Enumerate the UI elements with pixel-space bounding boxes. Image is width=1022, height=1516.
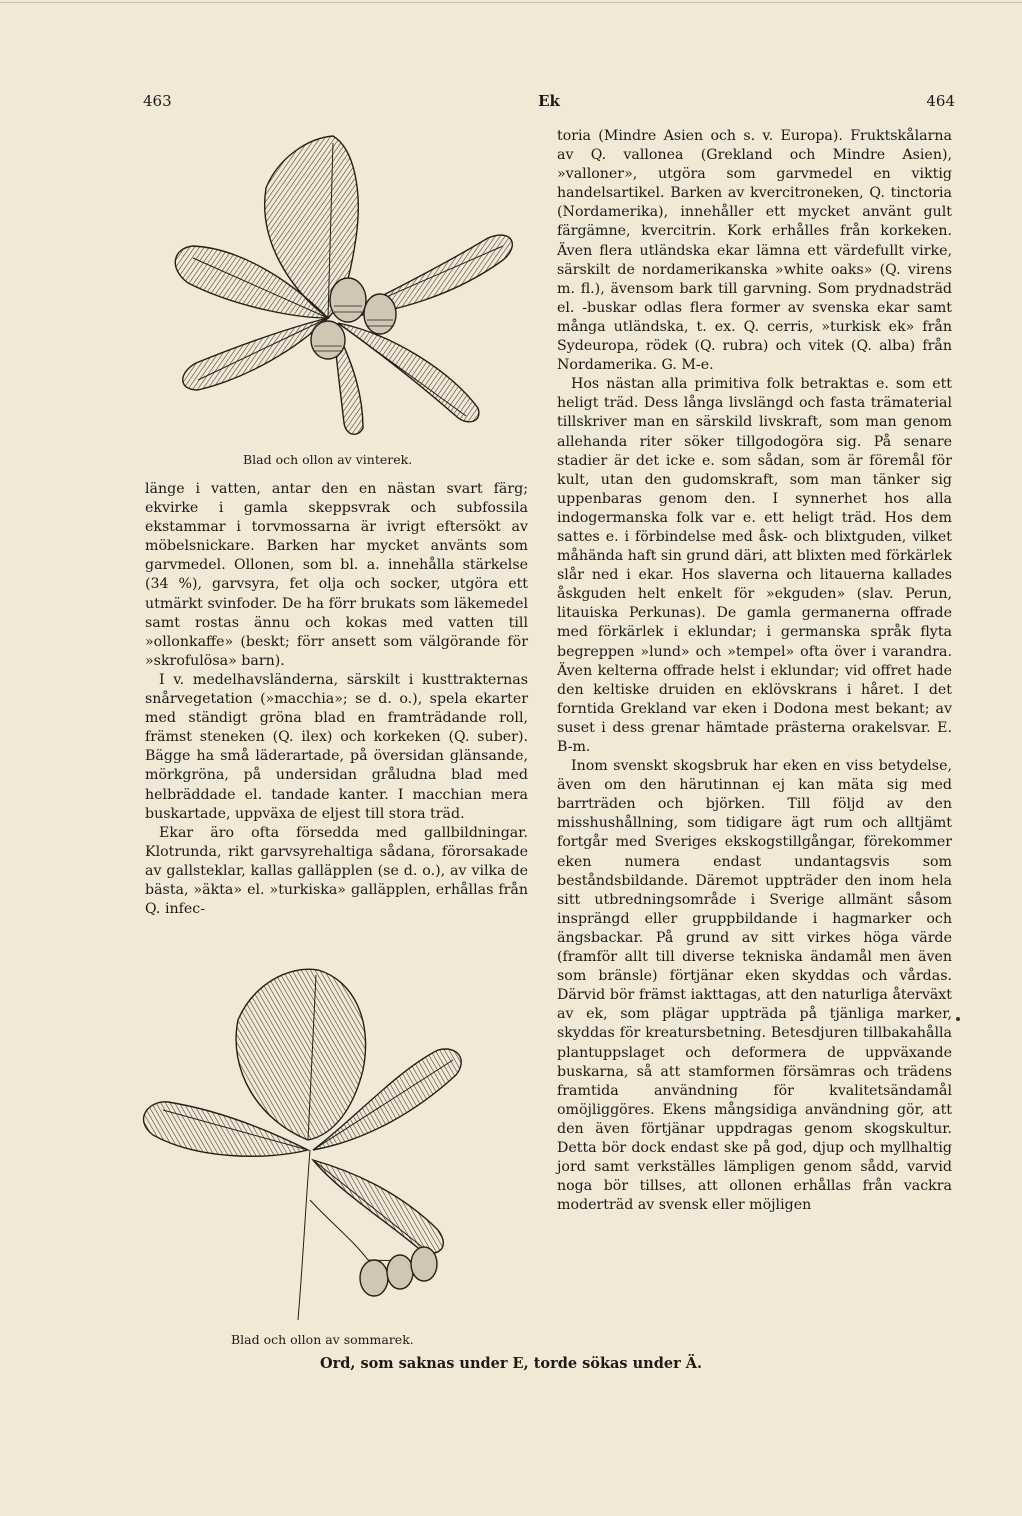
page-footer-note: Ord, som saknas under E, torde sökas under Ä. bbox=[319, 1355, 703, 1372]
page-number-left: 463 bbox=[143, 92, 172, 110]
paragraph: Ekar äro ofta försedda med gallbildningar. Klotrunda, rikt garvsyrehaltiga sådana, förorsakade av gallsteklar, kallas galläpplen (se d. o.), av vilka de bästa, »äkta» el. »turkiska» galläpplen, erhållas från Q. infec- bbox=[145, 824, 528, 918]
winter-oak-caption: Blad och ollon av vinterek. bbox=[243, 452, 413, 467]
paragraph: Hos nästan alla primitiva folk betraktas e. som ett heligt träd. Dess långa livslängd och fasta trämaterial tillskriver man en särskild livskraft, som man genom allehanda riter söker tillgodogöra sig. På senare stadier är det icke e. som sådan, som är föremål för kult, utan den gudomskraft, som man tänker sig uppenbaras genom den. I synnerhet hos alla indogermanska folk var e. ett heligt träd. Hos dem sattes e. i förbindelse med åsk- och blixtguden, vilket måhända haft sin grund däri, att blixten med förkärlek slår ned i ekar. Hos slaverna och litauerna kallades åskguden helt enkelt för »ekguden» (slav. Perun, litauiska Perkunas). De gamla germanerna offrade med förkärlek i eklundar; i germanska språk flyta begreppen »lund» och »tempel» ofta över i varandra. Även kelterna offrade helst i eklundar; vid offret hade den keltiske druiden en eklövskrans i håret. I det forntida Grekland var eken i Dodona mest bekant; av suset i dess grenar hämtade prästerna orakelsvar. E. B-m. bbox=[557, 376, 952, 755]
left-column bbox=[145, 480, 528, 919]
running-title: Ek bbox=[538, 92, 560, 110]
paragraph: I v. medelhavsländerna, särskilt i kusttrakternas snårvegetation (»macchia»; se d. o.), spela ekarter med ständigt gröna blad en framträdande roll, främst steneken (Q. ilex) och korkeken (Q. suber). Bägge ha små läderartade, på översidan glänsande, mörkgröna, på undersidan gråludna blad med helbräddade el. tandade kanter. I macchian mera buskartade, uppväxa de eljest till stora träd. bbox=[145, 671, 528, 822]
paragraph: Inom svenskt skogsbruk har eken en viss betydelse, även om den härutinnan ej kan mäta sig med barrträden och björken. Till följd av den misshushållning, som tidigare ägt rum och alltjämt fortgår med Sveriges ekskogstillgångar, förekommer eken numera endast undantagsvis som beståndsbildande. Däremot uppträder den inom hela sitt utbredningsområde i Sverige allmänt såsom insprängd eller gruppbildande i hagmarker och ängsbackar. På grund av sitt virkes höga värde (framför allt till diverse tekniska ändamål men även som bränsle) förtjänar eken skyddas och vårdas. Därvid bör främst iakttagas, att den naturliga återväxt av ek, som plägar uppträda på tjänliga marker, skyddas för kreatursbetning. Betesdjuren tillbakahålla plantuppslaget och deformera de uppväxande buskarna, så att stamformen försämras och trädens framtida användning för kvalitetsändamål omöjliggöres. Ekens mångsidiga användning gör, att den även förtjänar uppdragas genom skogskultur. Detta bör dock endast ske på god, djup och myllhaltig jord samt verkställes lämpligen genom sådd, varvid noga bör tillses, att ollonen erhållas från vackra moderträd av svensk eller möjligen bbox=[557, 758, 952, 1214]
top-edge-line bbox=[0, 2, 1022, 3]
ink-speck bbox=[956, 1017, 960, 1021]
right-column bbox=[557, 127, 952, 1215]
winter-oak-illustration bbox=[148, 118, 538, 440]
summer-oak-illustration bbox=[138, 960, 528, 1325]
page-header bbox=[143, 92, 955, 116]
paragraph: länge i vatten, antar den en nästan svart färg; ekvirke i gamla skeppsvrak och subfossila ekstammar i torvmossarna är ivrigt eftersökt av möbelsnickare. Barken har mycket använts som garvmedel. Ollonen, som bl. a. innehålla stärkelse (34 %), garvsyra, fet olja och socker, utgöra ett utmärkt svinfoder. De ha förr brukats som läkemedel samt rostas ännu och kokas med vatten till »ollonkaffe» (beskt; förr ansett som välgörande för »skrofulösa» barn). bbox=[145, 481, 528, 669]
summer-oak-caption: Blad och ollon av sommarek. bbox=[231, 1332, 414, 1347]
page-number-right: 464 bbox=[926, 92, 955, 110]
paragraph: toria (Mindre Asien och s. v. Europa). Fruktskålarna av Q. vallonea (Grekland och Mindre Asien), »valloner», utgöra som garvmedel en viktig handelsartikel. Barken av kvercitroneken, Q. tinctoria (Nordamerika), innehåller ett mycket använt gult färgämne, kvercitrin. Kork erhålles från korkeken. Även flera utländska ekar lämna ett värdefullt virke, särskilt de nordamerikanska »white oaks» (Q. virens m. fl.), ävensom bark till garvning. Som prydnadsträd el. -buskar odlas flera former av svenska ekar samt många utländska, t. ex. Q. cerris, »turkisk ek» från Sydeuropa, rödek (Q. rubra) och vitek (Q. alba) från Nordamerika. G. M-e. bbox=[557, 128, 952, 374]
